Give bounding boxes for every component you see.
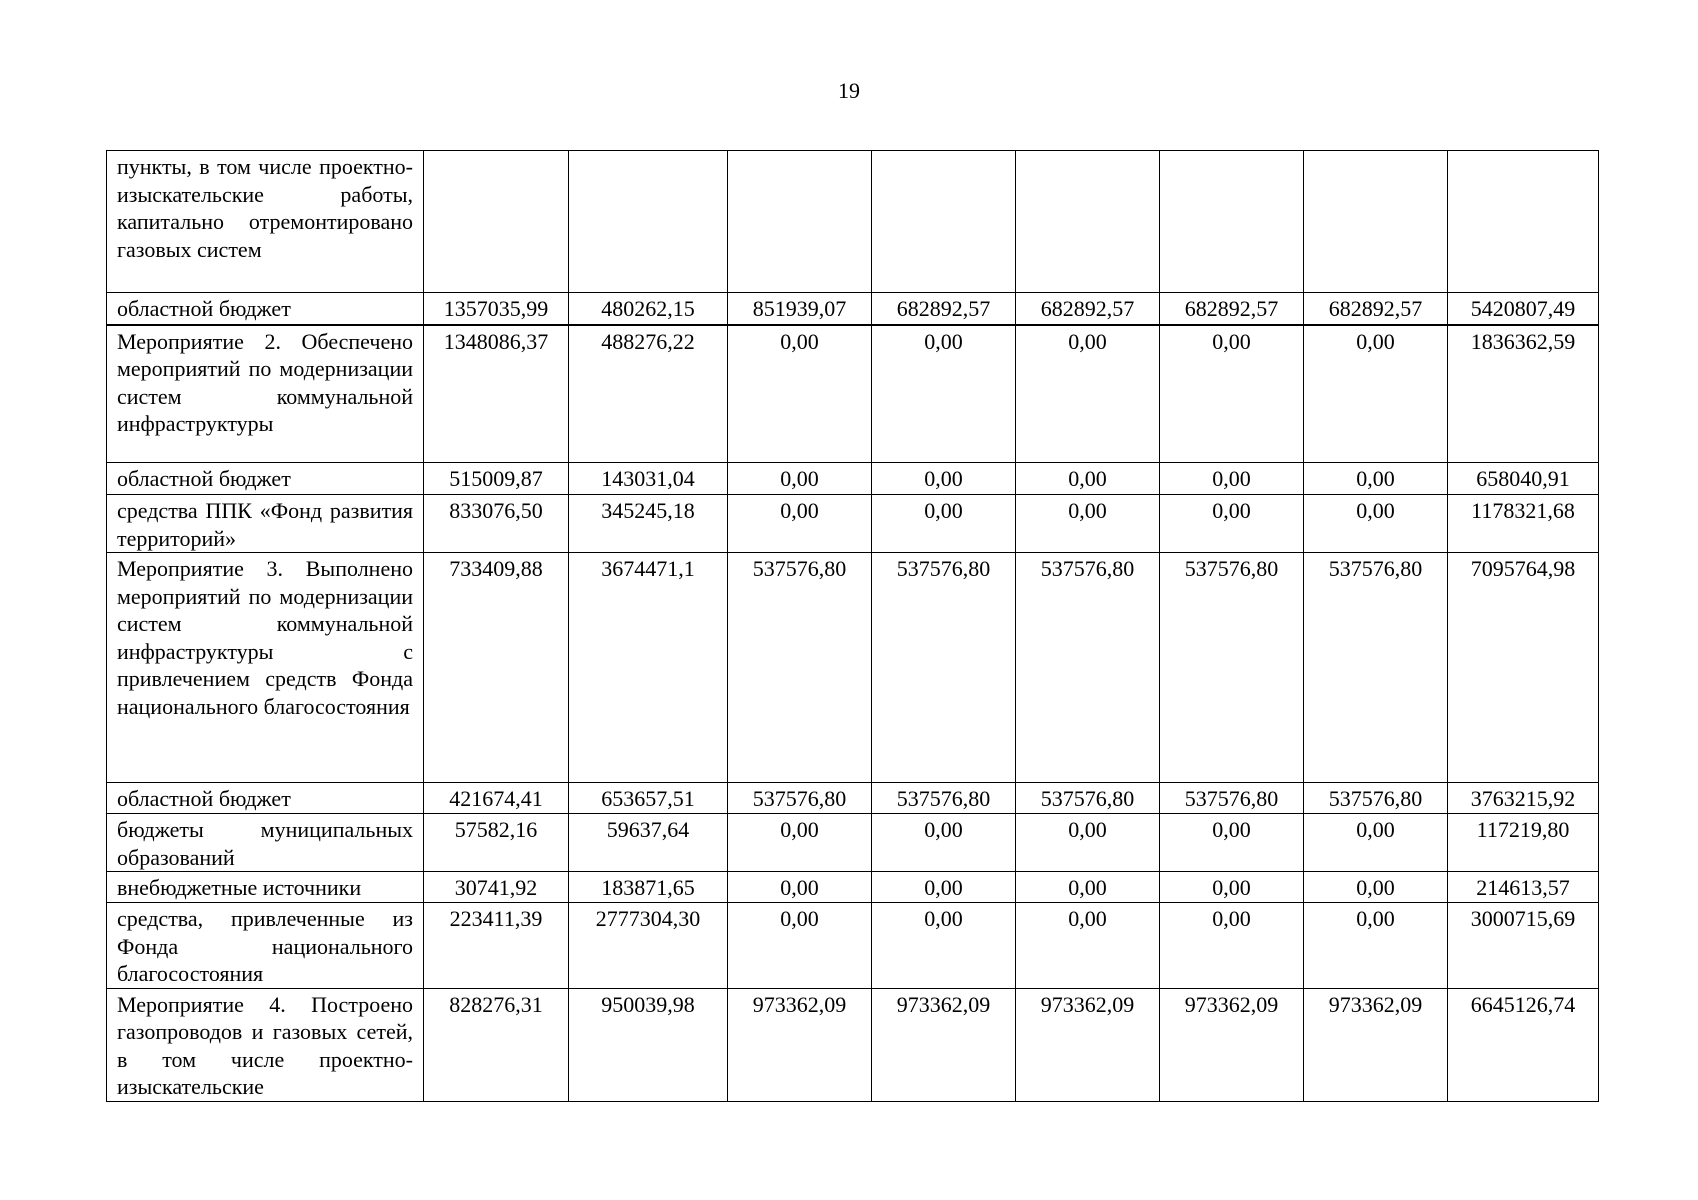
value-cell: 537576,80 — [1304, 553, 1448, 783]
value-cell: 537576,80 — [1304, 783, 1448, 814]
value-cell: 0,00 — [728, 463, 872, 495]
total-value-cell — [1448, 151, 1599, 293]
value-cell: 537576,80 — [872, 783, 1016, 814]
value-cell: 973362,09 — [1160, 988, 1304, 1101]
table-body — [107, 151, 1599, 1102]
page-number: 19 — [838, 78, 860, 103]
total-value-cell: 6645126,74 — [1448, 988, 1599, 1101]
row-label-cell: областной бюджет — [107, 293, 424, 325]
table-row — [107, 151, 1599, 293]
value-cell — [1304, 151, 1448, 293]
value-cell: 537576,80 — [1160, 783, 1304, 814]
table-row — [107, 463, 1599, 495]
value-cell: 733409,88 — [424, 553, 569, 783]
value-cell: 1357035,99 — [424, 293, 569, 325]
value-cell: 682892,57 — [1160, 293, 1304, 325]
table-row — [107, 553, 1599, 783]
value-cell: 1348086,37 — [424, 325, 569, 463]
value-cell: 345245,18 — [569, 495, 728, 553]
total-value-cell: 1836362,59 — [1448, 325, 1599, 463]
value-cell: 57582,16 — [424, 814, 569, 872]
table-row — [107, 872, 1599, 903]
value-cell: 0,00 — [1016, 903, 1160, 989]
budget-table — [106, 150, 1599, 1102]
table-row — [107, 814, 1599, 872]
value-cell: 537576,80 — [728, 783, 872, 814]
value-cell: 0,00 — [872, 814, 1016, 872]
value-cell: 537576,80 — [1016, 783, 1160, 814]
value-cell: 59637,64 — [569, 814, 728, 872]
table-row — [107, 495, 1599, 553]
row-label-cell: областной бюджет — [107, 463, 424, 495]
value-cell: 973362,09 — [872, 988, 1016, 1101]
value-cell — [1160, 151, 1304, 293]
value-cell: 973362,09 — [1016, 988, 1160, 1101]
value-cell: 0,00 — [1160, 903, 1304, 989]
value-cell: 0,00 — [1160, 814, 1304, 872]
value-cell: 0,00 — [728, 814, 872, 872]
value-cell: 537576,80 — [1016, 553, 1160, 783]
value-cell: 0,00 — [1016, 872, 1160, 903]
value-cell — [1016, 151, 1160, 293]
value-cell: 682892,57 — [872, 293, 1016, 325]
value-cell — [569, 151, 728, 293]
value-cell: 480262,15 — [569, 293, 728, 325]
value-cell: 0,00 — [1160, 495, 1304, 553]
value-cell — [728, 151, 872, 293]
value-cell: 682892,57 — [1016, 293, 1160, 325]
value-cell: 0,00 — [728, 325, 872, 463]
value-cell: 851939,07 — [728, 293, 872, 325]
value-cell: 0,00 — [1160, 872, 1304, 903]
row-label-cell: внебюджетные источники — [107, 872, 424, 903]
total-value-cell: 214613,57 — [1448, 872, 1599, 903]
value-cell: 0,00 — [1016, 495, 1160, 553]
row-label-cell: средства, привлеченные из Фонда национального благосостояния — [107, 903, 424, 989]
value-cell: 0,00 — [1304, 903, 1448, 989]
row-label-cell: пункты, в том числе проектно-изыскательские работы, капитально отремонтировано газовых систем — [107, 151, 424, 293]
value-cell: 3674471,1 — [569, 553, 728, 783]
value-cell: 0,00 — [872, 325, 1016, 463]
value-cell: 0,00 — [1160, 325, 1304, 463]
value-cell: 973362,09 — [728, 988, 872, 1101]
total-value-cell: 117219,80 — [1448, 814, 1599, 872]
value-cell — [872, 151, 1016, 293]
value-cell: 0,00 — [872, 495, 1016, 553]
value-cell: 223411,39 — [424, 903, 569, 989]
value-cell: 421674,41 — [424, 783, 569, 814]
table-row — [107, 903, 1599, 989]
table-row — [107, 783, 1599, 814]
table-row — [107, 325, 1599, 463]
value-cell: 0,00 — [1016, 325, 1160, 463]
value-cell: 0,00 — [872, 463, 1016, 495]
value-cell: 0,00 — [1016, 814, 1160, 872]
total-value-cell: 5420807,49 — [1448, 293, 1599, 325]
value-cell: 537576,80 — [872, 553, 1016, 783]
value-cell: 143031,04 — [569, 463, 728, 495]
value-cell: 2777304,30 — [569, 903, 728, 989]
value-cell: 0,00 — [728, 903, 872, 989]
row-label-cell: средства ППК «Фонд развития территорий» — [107, 495, 424, 553]
value-cell: 0,00 — [1016, 463, 1160, 495]
total-value-cell: 3763215,92 — [1448, 783, 1599, 814]
value-cell: 0,00 — [1160, 463, 1304, 495]
value-cell: 973362,09 — [1304, 988, 1448, 1101]
value-cell: 0,00 — [872, 903, 1016, 989]
value-cell: 0,00 — [1304, 872, 1448, 903]
total-value-cell: 3000715,69 — [1448, 903, 1599, 989]
value-cell: 833076,50 — [424, 495, 569, 553]
value-cell: 0,00 — [728, 872, 872, 903]
value-cell: 0,00 — [1304, 495, 1448, 553]
row-label-cell: областной бюджет — [107, 783, 424, 814]
value-cell: 653657,51 — [569, 783, 728, 814]
row-label-cell: Мероприятие 2. Обеспечено мероприятий по модернизации систем коммунальной инфраструктуры — [107, 325, 424, 463]
row-label-cell: Мероприятие 4. Построено газопроводов и газовых сетей, в том числе проектно-изыскательские — [107, 988, 424, 1101]
table-row — [107, 988, 1599, 1101]
value-cell: 537576,80 — [1160, 553, 1304, 783]
value-cell: 0,00 — [1304, 463, 1448, 495]
total-value-cell: 658040,91 — [1448, 463, 1599, 495]
value-cell: 0,00 — [1304, 325, 1448, 463]
table-row — [107, 293, 1599, 325]
value-cell: 488276,22 — [569, 325, 728, 463]
row-label-cell: Мероприятие 3. Выполнено мероприятий по модернизации систем коммунальной инфраструктуры с привлечением средств Фонда национального благосостояния — [107, 553, 424, 783]
value-cell: 537576,80 — [728, 553, 872, 783]
value-cell — [424, 151, 569, 293]
value-cell: 30741,92 — [424, 872, 569, 903]
value-cell: 950039,98 — [569, 988, 728, 1101]
value-cell: 682892,57 — [1304, 293, 1448, 325]
total-value-cell: 7095764,98 — [1448, 553, 1599, 783]
value-cell: 0,00 — [728, 495, 872, 553]
value-cell: 183871,65 — [569, 872, 728, 903]
row-label-cell: бюджеты муниципальных образований — [107, 814, 424, 872]
value-cell: 828276,31 — [424, 988, 569, 1101]
value-cell: 0,00 — [872, 872, 1016, 903]
value-cell: 515009,87 — [424, 463, 569, 495]
value-cell: 0,00 — [1304, 814, 1448, 872]
total-value-cell: 1178321,68 — [1448, 495, 1599, 553]
